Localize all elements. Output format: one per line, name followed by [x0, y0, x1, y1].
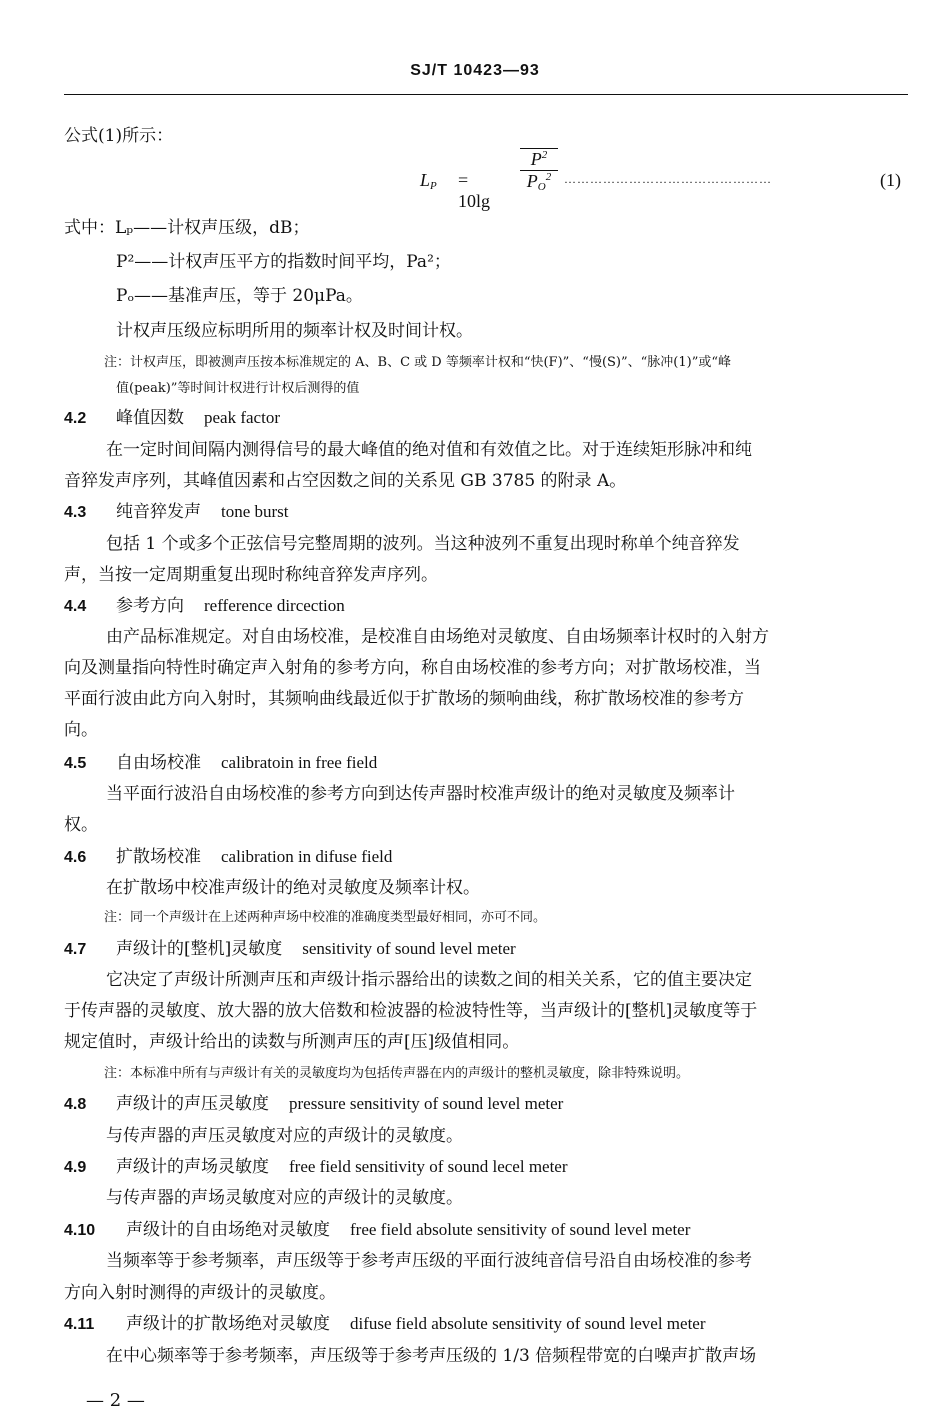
section-4-10-heading: 4.10 声级计的自由场绝对灵敏度 free field absolute sensitivity of sound level meter	[64, 1220, 691, 1240]
paragraph: 权。	[64, 815, 98, 835]
formula-fraction: $\frac{P^2}{P_O^2}$	[520, 148, 558, 193]
note: 注：计权声压，即被测声压按本标准规定的 A、B、C 或 D 等频率计权和“快(F)”、“慢(S)”、“脉冲(1)”或“峰	[104, 355, 731, 370]
paragraph: 在扩散场中校准声级计的绝对灵敏度及频率计权。	[106, 878, 480, 898]
paragraph: 向。	[64, 720, 98, 740]
note: 注：本标准中所有与声级计有关的灵敏度均为包括传声器在内的声级计的整机灵敏度，除非特殊说明。	[104, 1066, 690, 1081]
page-number: — 2 —	[86, 1390, 145, 1411]
paragraph: 向及测量指向特性时确定声入射角的参考方向，称自由场校准的参考方向；对扩散场校准，当	[64, 658, 761, 678]
paragraph: 规定值时，声级计给出的读数与所测声压的声[压]级值相同。	[64, 1032, 520, 1052]
document-page: SJ/T 10423—93 公式(1)所示： $L_P$ = 10lg $\frac{P^2}{P_O^2}$ ………………………………………… (1) 式中：Lₚ——计权声压级，dB； P²——计权声压平方的指数时间平均，Pa²； Pₒ——基准声压，等于 20μPa。 计权声压级应标明所用的频率计权及时间计权。 注：计权声压，即被测声压按本标准规定的 A、B、C 或 D 等频率计权和“快(F)”、“慢(S)”、“脉冲(1)”或“峰 值(peak)”等时间计权进行计权后测得的值 4.2 峰值因数 peak factor 在一定时间间隔内测得信号的最大峰值的绝对值和有效值之比。对于连续矩形脉冲和纯 音猝发声序列，其峰值因素和占空因数之间的关系见 GB 3785 的附录 A。 4.3 纯音猝发声 tone burst 包括 1 个或多个正弦信号完整周期的波列。当这种波列不重复出现时称单个纯音猝发 声，当按一定周期重复出现时称纯音猝发声序列。 4.4 参考方向 refference dircection 由产品标准规定。对自由场校准，是校准自由场绝对灵敏度、自由场频率计权时的入射方 向及测量指向特性时确定声入射角的参考方向，称自由场校准的参考方向；对扩散场校准，当 平面行波由此方向入射时，其频响曲线最近似于扩散场的频响曲线，称扩散场校准的参考方 向。 4.5 自由场校准 calibratoin in free field 当平面行波沿自由场校准的参考方向到达传声器时校准声级计的绝对灵敏度及频率计 权。 4.6 扩散场校准 calibration in difuse field 在扩散场中校准声级计的绝对灵敏度及频率计权。 注：同一个声级计在上述两种声场中校准的准确度类型最好相同，亦可不同。 4.7 声级计的[整机]灵敏度 sensitivity of sound level meter 它决定了声级计所测声压和声级计指示器给出的读数之间的相关关系，它的值主要决定 于传声器的灵敏度、放大器的放大倍数和检波器的检波特性等，当声级计的[整机]灵敏度等于 规定值时，声级计给出的读数与所测声压的声[压]级值相同。 注：本标准中所有与声级计有关的灵敏度均为包括传声器在内的声级计的整机灵敏度，除非特殊说明。 4.8 声级计的声压灵敏度 pressure sensitivity of sound level meter 与传声器的声压灵敏度对应的声级计的灵敏度。 4.9 声级计的声场灵敏度 free field sensitivity of sound lecel meter 与传声器的声场灵敏度对应的声级计的灵敏度。 4.10 声级计的自由场绝对灵敏度 free field absolute sensitivity of sound level meter 当频率等于参考频率，声压级等于参考声压级的平面行波纯音信号沿自由场校准的参考 方向入射时测得的声级计的灵敏度。 4.11 声级计的扩散场绝对灵敏度 difuse field absolute sensitivity of sound level meter 在中心频率等于参考频率，声压级等于参考声压级的 1/3 倍频程带宽的白噪声扩散声场 — 2 —	[0, 0, 950, 1425]
paragraph: 当频率等于参考频率，声压级等于参考声压级的平面行波纯音信号沿自由场校准的参考	[106, 1251, 752, 1271]
page-header: SJ/T 10423—93	[410, 62, 540, 79]
section-4-6-heading: 4.6 扩散场校准 calibration in difuse field	[64, 847, 393, 867]
note: 注：同一个声级计在上述两种声场中校准的准确度类型最好相同，亦可不同。	[104, 910, 547, 925]
paragraph: 在一定时间间隔内测得信号的最大峰值的绝对值和有效值之比。对于连续矩形脉冲和纯	[106, 440, 752, 460]
header-rule	[64, 94, 908, 95]
paragraph: 包括 1 个或多个正弦信号完整周期的波列。当这种波列不重复出现时称单个纯音猝发	[106, 534, 740, 554]
formula-label: (1)	[880, 170, 901, 190]
intro-text: 公式(1)所示：	[64, 126, 174, 146]
where-line-1: 式中：Lₚ——计权声压级，dB；	[64, 218, 310, 238]
paragraph: 它决定了声级计所测声压和声级计指示器给出的读数之间的相关关系，它的值主要决定	[106, 970, 752, 990]
paragraph: 与传声器的声压灵敏度对应的声级计的灵敏度。	[106, 1126, 463, 1146]
paragraph: 声，当按一定周期重复出现时称纯音猝发声序列。	[64, 565, 438, 585]
paragraph: 方向入射时测得的声级计的灵敏度。	[64, 1283, 336, 1303]
section-4-5-heading: 4.5 自由场校准 calibratoin in free field	[64, 753, 378, 773]
paragraph: 由产品标准规定。对自由场校准，是校准自由场绝对灵敏度、自由场频率计权时的入射方	[106, 627, 769, 647]
section-4-9-heading: 4.9 声级计的声场灵敏度 free field sensitivity of sound lecel meter	[64, 1157, 568, 1177]
where-line-3: Pₒ——基准声压，等于 20μPa。	[116, 286, 363, 306]
note: 值(peak)”等时间计权进行计权后测得的值	[116, 381, 360, 396]
section-4-7-heading: 4.7 声级计的[整机]灵敏度 sensitivity of sound level meter	[64, 939, 516, 959]
section-4-3-heading: 4.3 纯音猝发声 tone burst	[64, 502, 289, 522]
paragraph: 音猝发声序列，其峰值因素和占空因数之间的关系见 GB 3785 的附录 A。	[64, 471, 627, 491]
paragraph: 当平面行波沿自由场校准的参考方向到达传声器时校准声级计的绝对灵敏度及频率计	[106, 784, 735, 804]
where-line-2: P²——计权声压平方的指数时间平均，Pa²；	[116, 252, 451, 272]
section-4-4-heading: 4.4 参考方向 refference dircection	[64, 596, 345, 616]
paragraph: 计权声压级应标明所用的频率计权及时间计权。	[116, 321, 473, 341]
paragraph: 于传声器的灵敏度、放大器的放大倍数和检波器的检波特性等，当声级计的[整机]灵敏度等于	[64, 1001, 758, 1021]
section-4-2-heading: 4.2 峰值因数 peak factor	[64, 408, 280, 428]
paragraph: 平面行波由此方向入射时，其频响曲线最近似于扩散场的频响曲线，称扩散场校准的参考方	[64, 689, 744, 709]
paragraph: 在中心频率等于参考频率，声压级等于参考声压级的 1/3 倍频程带宽的白噪声扩散声场	[106, 1346, 757, 1366]
section-4-11-heading: 4.11 声级计的扩散场绝对灵敏度 difuse field absolute sensitivity of sound level meter	[64, 1314, 706, 1334]
paragraph: 与传声器的声场灵敏度对应的声级计的灵敏度。	[106, 1188, 463, 1208]
section-4-8-heading: 4.8 声级计的声压灵敏度 pressure sensitivity of sound level meter	[64, 1094, 564, 1114]
